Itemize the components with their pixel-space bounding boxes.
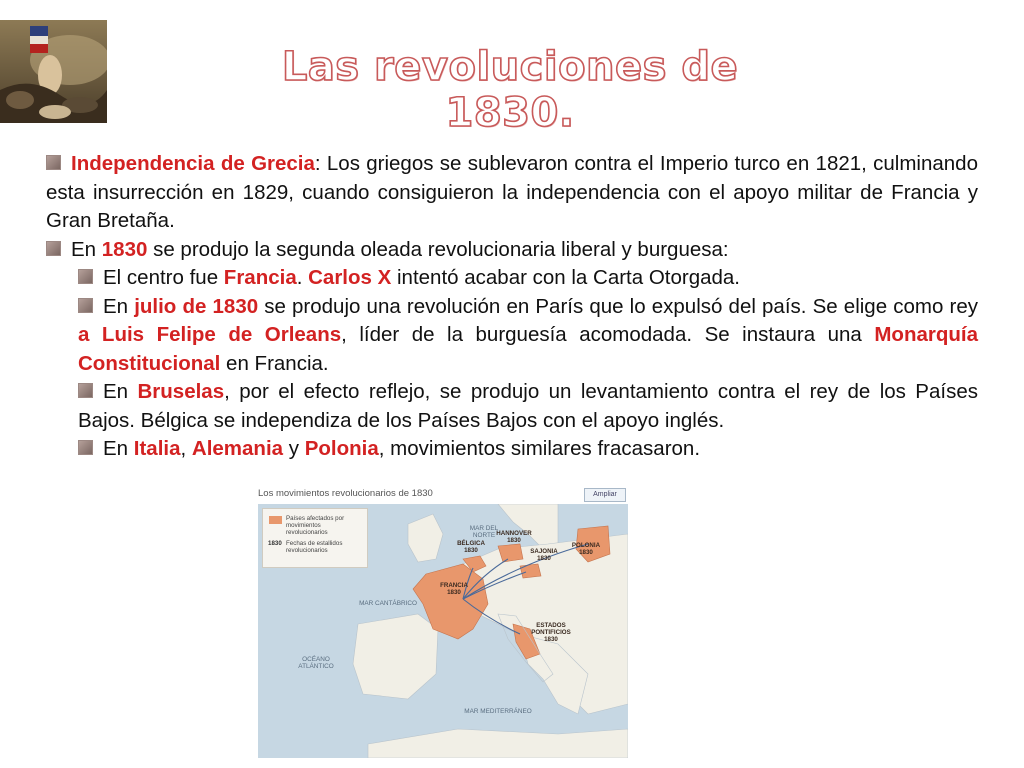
bullet-icon bbox=[78, 383, 93, 398]
paragraph-italy-germany-poland: En Italia, Alemania y Polonia, movimientos similares fracasaron. bbox=[46, 435, 978, 464]
bullet-icon bbox=[46, 241, 61, 256]
label-francia: FRANCIA 1830 bbox=[440, 582, 468, 596]
liberty-painting-image bbox=[0, 20, 107, 123]
page-title: Las revoluciones de 1830. bbox=[281, 44, 739, 136]
label-north-sea: MAR DEL NORTE bbox=[469, 525, 499, 539]
bullet-icon bbox=[78, 269, 93, 284]
paragraph-brussels: En Bruselas, por el efecto reflejo, se produjo un levantamiento contra el rey de los Países Bajos. Bélgica se independiza de los Países Bajos con el apoyo inglés. bbox=[78, 380, 978, 432]
paragraph-greece: Independencia de Grecia: Los griegos se sublevaron contra el Imperio turco en 1821, culminando esta insurrección en 1829, cuando consiguieron la independencia con el apoyo militar de Francia y Gran Bretaña. bbox=[46, 152, 978, 232]
map-header bbox=[256, 485, 630, 505]
label-mediterranean: MAR MEDITERRÁNEO bbox=[464, 708, 532, 715]
label-cantabrian-sea: MAR CANTÁBRICO bbox=[359, 600, 417, 607]
map-legend: Países afectados por movimientos revolucionarios 1830 Fechas de estallidos revolucionarios bbox=[262, 508, 368, 568]
label-belgica: BÉLGICA 1830 bbox=[457, 540, 485, 554]
bullet-icon bbox=[46, 155, 61, 170]
label-atlantic: OCÉANO ATLÁNTICO bbox=[298, 656, 334, 670]
bullet-icon bbox=[78, 440, 93, 455]
paragraph-july-1830: En julio de 1830 se produjo una revolución en París que lo expulsó del país. Se elige como rey a Luis Felipe de Orleans, líder de la burguesía acomodada. Se instaura una Monarquía Constitucional en Francia. bbox=[78, 294, 978, 375]
map-title: Los movimientos revolucionarios de 1830 bbox=[258, 488, 433, 499]
label-estados-pontificios: ESTADOS PONTIFICIOS 1830 bbox=[531, 622, 571, 643]
paragraph-1830: En 1830 se produjo la segunda oleada revolucionaria liberal y burguesa: bbox=[46, 236, 978, 265]
content-text bbox=[46, 150, 978, 464]
legend-swatch bbox=[269, 516, 282, 524]
label-hannover: HANNOVER 1830 bbox=[496, 530, 532, 544]
map-canvas bbox=[258, 504, 628, 758]
enlarge-button[interactable]: Ampliar bbox=[584, 488, 626, 502]
revolutions-map bbox=[256, 485, 630, 758]
paragraph-france: El centro fue Francia. Carlos X intentó acabar con la Carta Otorgada. bbox=[46, 264, 978, 293]
label-polonia: POLONIA 1830 bbox=[571, 542, 601, 556]
label-sajonia: SAJONIA 1830 bbox=[530, 548, 558, 562]
bullet-icon bbox=[78, 298, 93, 313]
